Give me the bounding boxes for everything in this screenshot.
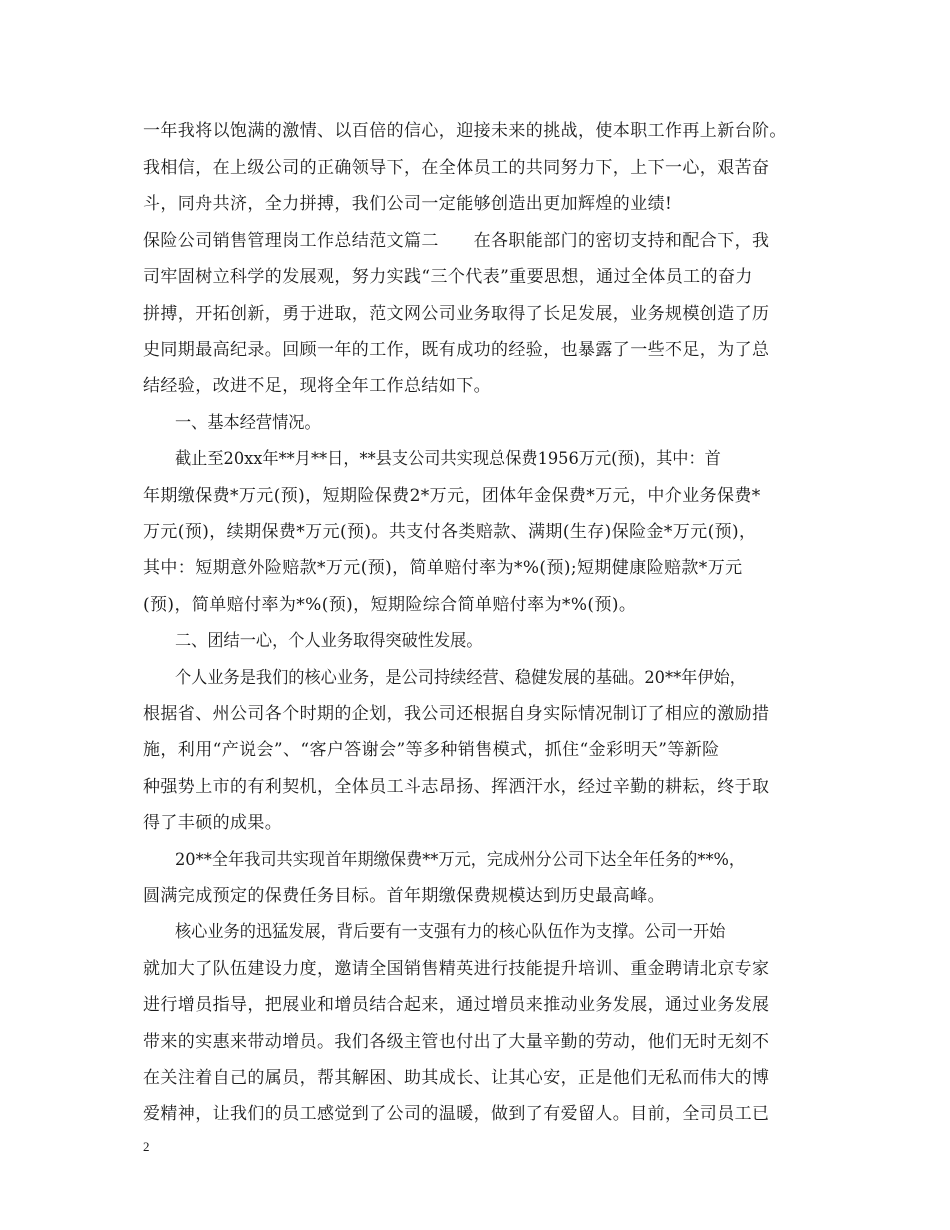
text-line: 万元(预)，续期保费*万元(预)。共支付各类赔款、满期(生存)保险金*万元(预)， xyxy=(143,522,757,542)
subheading: 二、团结一心，个人业务取得突破性发展。 xyxy=(175,631,483,651)
paragraph-start: 个人业务是我们的核心业务，是公司持续经营、稳健发展的基础。20**年伊始， xyxy=(175,668,746,688)
text-line: 年期缴保费*万元(预)，短期险保费2*万元，团体年金保费*万元，中介业务保费* xyxy=(143,486,761,506)
text-line: 带来的实惠来带动增员。我们各级主管也付出了大量辛勤的劳动，他们无时无刻不 xyxy=(143,1032,770,1052)
text-line: 得了丰硕的成果。 xyxy=(143,813,283,833)
text-line: 种强势上市的有利契机，全体员工斗志昂扬、挥洒汗水，经过辛勤的耕耘，终于取 xyxy=(143,777,770,797)
paragraph-start: 20**全年我司共实现首年期缴保费**万元，完成州分公司下达全年任务的**%， xyxy=(175,850,746,870)
subheading: 一、基本经营情况。 xyxy=(175,413,321,433)
page-number: 2 xyxy=(143,1139,150,1154)
text-line: 圆满完成预定的保费任务目标。首年期缴保费规模达到历史最高峰。 xyxy=(143,886,665,906)
text-line: 其中：短期意外险赔款*万元(预)，简单赔付率为*%(预);短期健康险赔款*万元 xyxy=(143,558,743,578)
text-line: 根据省、州公司各个时期的企划，我公司还根据自身实际情况制订了相应的激励措 xyxy=(143,704,770,724)
paragraph-start: 核心业务的迅猛发展，背后要有一支强有力的核心队伍作为支撑。公司一开始 xyxy=(175,922,726,942)
text-line: 在关注着自己的属员，帮其解困、助其成长、让其心安，正是他们无私而伟大的博 xyxy=(143,1068,770,1088)
text-line: 史同期最高纪录。回顾一年的工作，既有成功的经验，也暴露了一些不足，为了总 xyxy=(143,340,770,360)
text-line: 我相信，在上级公司的正确领导下，在全体员工的共同努力下，上下一心，艰苦奋 xyxy=(143,158,770,178)
text-line: 斗，同舟共济，全力拼搏，我们公司一定能够创造出更加辉煌的业绩! xyxy=(143,194,673,214)
text-line: 进行增员指导，把展业和增员结合起来，通过增员来推动业务发展，通过业务发展 xyxy=(143,995,770,1015)
paragraph-start: 截止至20xx年**月**日，**县支公司共实现总保费1956万元(预)，其中：首 xyxy=(175,449,721,469)
text-line: 就加大了队伍建设力度，邀请全国销售精英进行技能提升培训、重金聘请北京专家 xyxy=(143,959,770,979)
section-heading-line: 保险公司销售管理岗工作总结范文篇二 在各职能部门的密切支持和配合下，我 xyxy=(143,231,770,251)
text-line: (预)，简单赔付率为*%(预)，短期险综合简单赔付率为*%(预)。 xyxy=(143,595,637,615)
text-line: 拼搏，开拓创新，勇于进取，范文网公司业务取得了长足发展，业务规模创造了历 xyxy=(143,304,770,324)
text-line: 结经验，改进不足，现将全年工作总结如下。 xyxy=(143,376,491,396)
text-line: 施，利用“产说会”、“客户答谢会”等多种销售模式，抓住“金彩明天”等新险 xyxy=(143,740,720,760)
text-line: 一年我将以饱满的激情、以百倍的信心，迎接未来的挑战，使本职工作再上新台阶。 xyxy=(143,121,787,141)
text-line: 司牢固树立科学的发展观，努力实践“三个代表”重要思想，通过全体员工的奋力 xyxy=(143,267,753,287)
text-line: 爱精神，让我们的员工感觉到了公司的温暖，做到了有爱留人。目前，全司员工已 xyxy=(143,1104,770,1124)
